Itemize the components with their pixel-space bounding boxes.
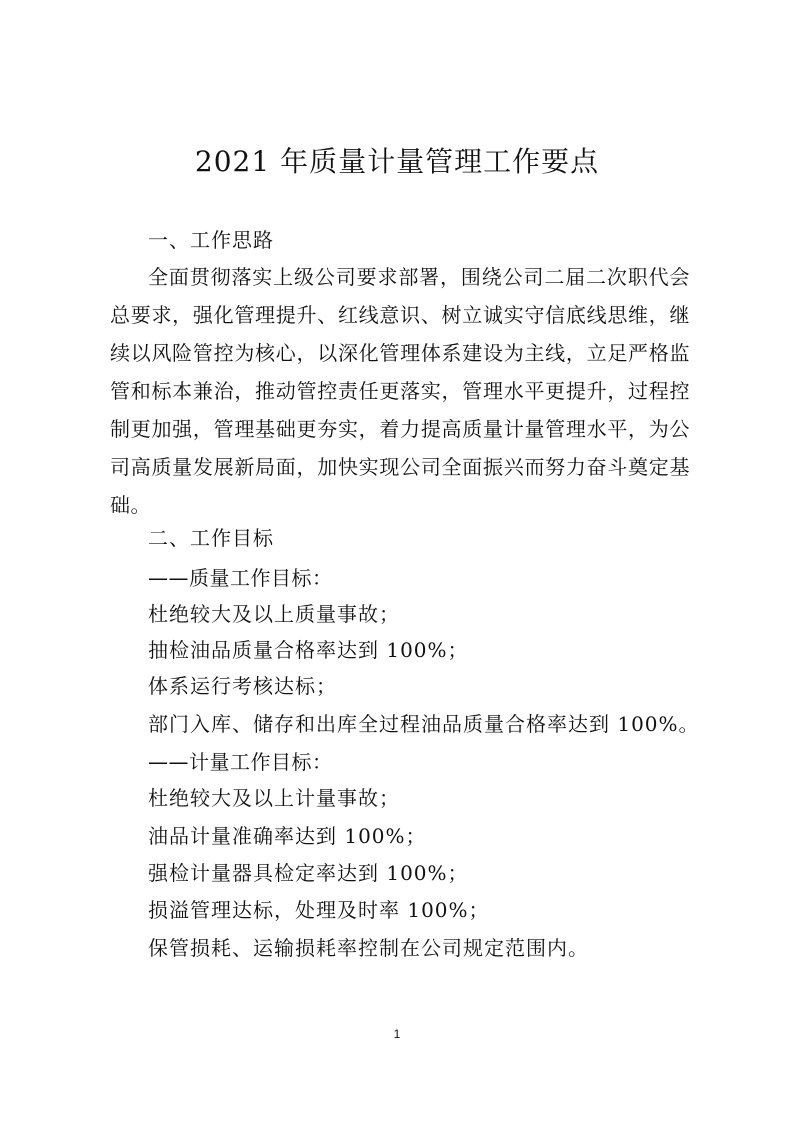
metering-goal-item: 损溢管理达标，处理及时率 100%； (148, 898, 490, 922)
page-title: 2021 年质量计量管理工作要点 (194, 145, 600, 178)
quality-goal-item: 抽检油品质量合格率达到 100%； (148, 638, 469, 662)
quality-goal-item: 杜绝较大及以上质量事故； (148, 602, 400, 626)
metering-goals-label: ——计量工作目标： (148, 750, 333, 774)
metering-goal-item: 保管损耗、运输损耗率控制在公司规定范围内。 (148, 936, 589, 960)
metering-goal-item: 杜绝较大及以上计量事故； (148, 786, 400, 810)
section-heading-work-goals: 二、工作目标 (148, 526, 274, 550)
work-approach-paragraph: 全面贯彻落实上级公司要求部署，围绕公司二届二次职代会总要求，强化管理提升、红线意识、树立诚实守信底线思维，继续以风险管控为核心，以深化管理体系建设为主线，立足严格监管和标本兼治，推动管控责任更落实，管理水平更提升，过程控制更加强，管理基础更夯实，着力提高质量计量管理水平，为公司高质量发展新局面，加快实现公司全面振兴而努力奋斗奠定基础。 (110, 265, 690, 517)
quality-goal-item: 部门入库、储存和出库全过程油品质量合格率达到 100%。 (148, 712, 700, 736)
quality-goals-label: ——质量工作目标： (148, 566, 333, 590)
page-number: 1 (393, 1027, 401, 1041)
metering-goal-item: 强检计量器具检定率达到 100%； (148, 861, 469, 885)
metering-goal-item: 油品计量准确率达到 100%； (148, 824, 427, 848)
quality-goal-item: 体系运行考核达标； (148, 674, 337, 698)
section-heading-work-approach: 一、工作思路 (148, 228, 274, 252)
